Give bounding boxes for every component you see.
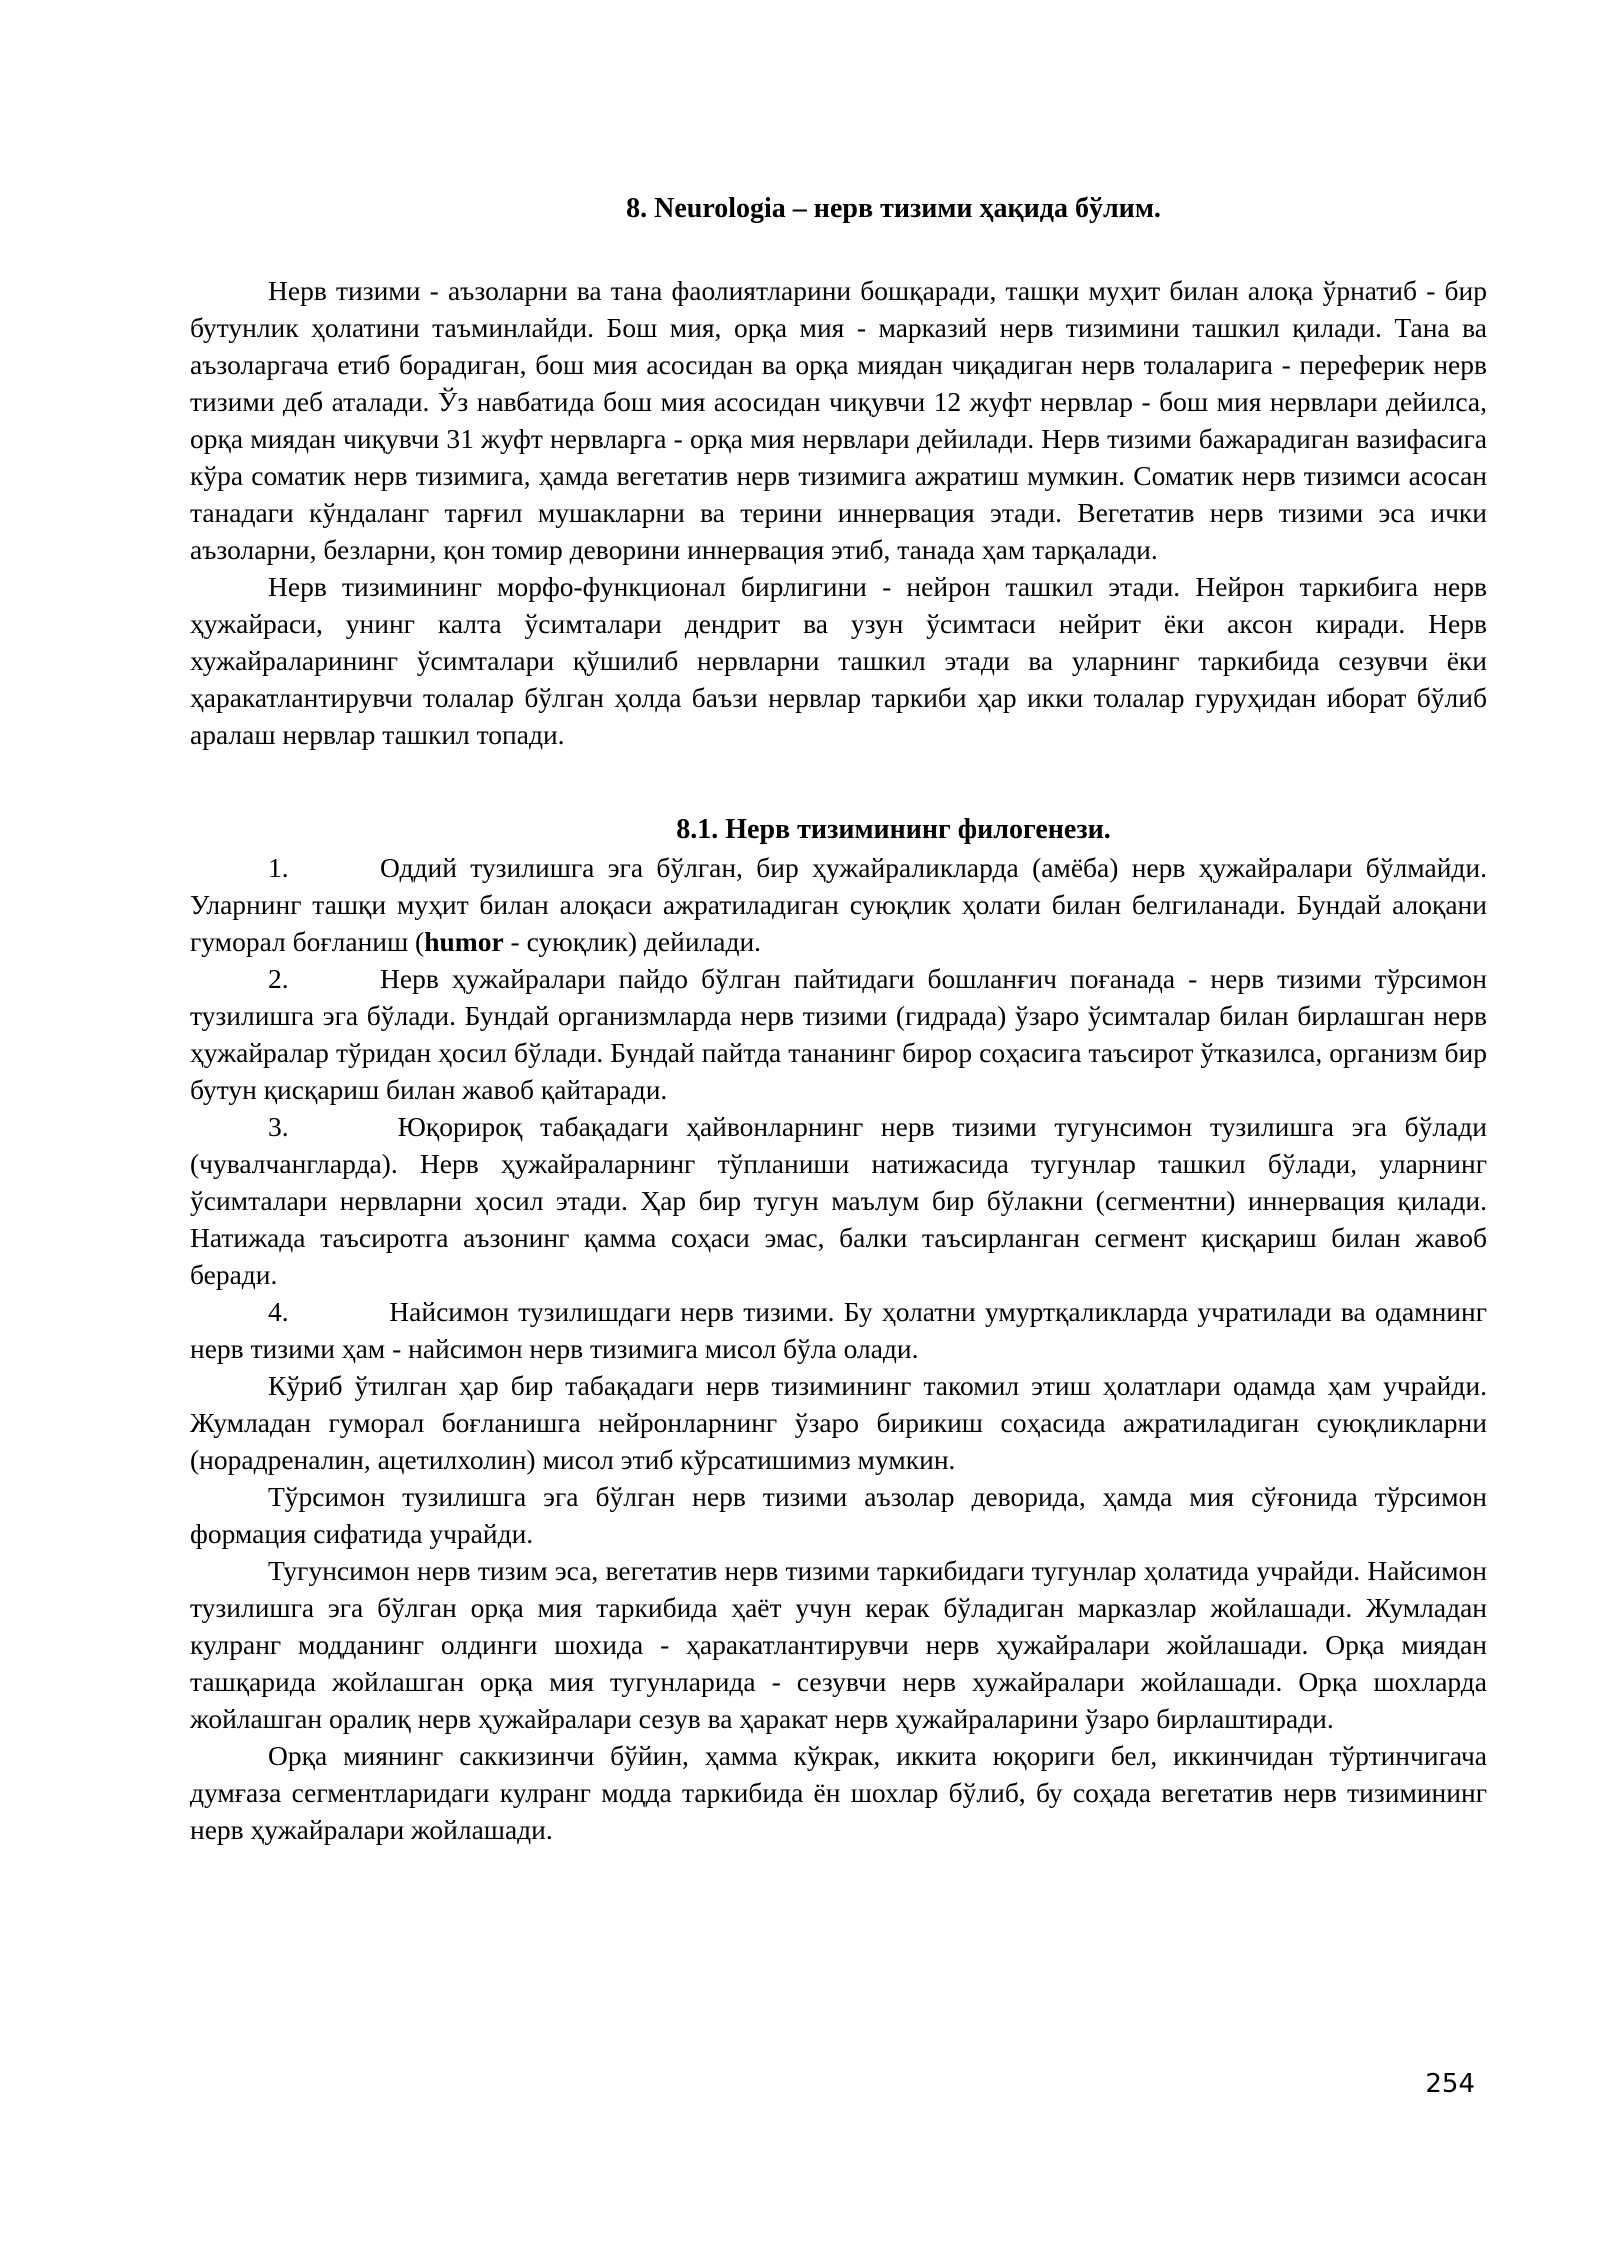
item-number: 1. [268,852,289,883]
item-number: 3. [268,1111,289,1142]
closing-paragraph-4: Орқа миянинг саккизинчи бўйин, ҳамма кўкрак, иккита юқориги бел, иккинчидан тўртинчигача думғаза сегментларидаги кулранг модда таркибида ён шохлар бўлиб, бу соҳада вегетатив нерв тизимининг нерв ҳужайралари жойлашади. [190,1740,1487,1845]
paragraph-text: Оддий тузилишга эга бўлган, бир ҳужайраликларда (амёба) нерв ҳужайралари бўлмайди. Уларнинг ташқи муҳит билан алоқаси ажратиладиган суюқлик ҳолати билан белгиланади. Бундай алоқани гуморал боғланиш ( [190,852,1487,957]
page-number: 254 [1425,2069,1475,2099]
document-page [190,180,1487,1848]
numbered-paragraph-3 [190,1108,1487,1293]
intro-paragraph-1: Нерв тизими - аъзоларни ва тана фаолиятларини бошқаради, ташқи муҳит билан алоқа ўрнатиб - бир бутунлик ҳолатини таъминлайди. Бош мия, орқа мия - марказий нерв тизимини ташкил қилади. Тана ва аъзоларгача етиб борадиган, бош мия асосидан ва орқа миядан чиқадиган нерв толаларига - переферик нерв тизими деб аталади. Ўз навбатида бош мия асосидан чиқувчи 12 жуфт нервлар - бош мия нервлари дейилса, орқа миядан чиқувчи 31 жуфт нервларга - орқа мия нервлари дейилади. Нерв тизими бажарадиган вазифасига кўра соматик нерв тизимига, ҳамда вегетатив нерв тизимига ажратиш мумкин. Соматик нерв тизимси асосан танадаги кўндаланг тарғил мушакларни ва терини иннервация этади. Вегетатив нерв тизими эса ички аъзоларни, безларни, қон томир деворини иннервация этиб, танада ҳам тарқалади. [190,275,1487,565]
closing-paragraph-3: Тугунсимон нерв тизим эса, вегетатив нерв тизими таркибидаги тугунлар ҳолатида учрайди. Найсимон тузилишга эга бўлган орқа мия таркибида ҳаёт учун керак бўладиган марказлар жойлашади. Жумладан кулранг модданинг олдинги шохида - ҳаракатлантирувчи нерв ҳужайралари жойлашади. Орқа миядан ташқарида жойлашган орқа мия тугунларида - сезувчи нерв хужайралари жойлашади. Орқа шохларда жойлашган оралиқ нерв ҳужайралари сезув ва ҳаракат нерв ҳужайраларини ўзаро бирлаштиради. [190,1555,1487,1734]
section-subheading: 8.1. Нерв тизимининг филогенези. [676,814,1111,845]
paragraph-text: Нерв ҳужайралари пайдо бўлган пайтидаги бошланғич поғанада - нерв тизими тўрсимон тузилишга эга бўлади. Бундай организмларда нерв тизими (гидрада) ўзаро ўсимталар билан бирлашган нерв ҳужайралар тўридан ҳосил бўлади. Бундай пайтда тананинг бирор соҳасига таъсирот ўтказилса, организм бир бутун қисқариш билан жавоб қайтаради. [190,963,1487,1105]
paragraph-text: Найсимон тузилишдаги нерв тизими. Бу ҳолатни умуртқаликларда учратилади ва одамнинг нерв тизими ҳам - найсимон нерв тизимига мисол бўла олади. [190,1296,1487,1364]
chapter-heading: 8. Neurologia – нерв тизими ҳақида бўлим. [626,193,1161,224]
closing-paragraph-2: Тўрсимон тузилишга эга бўлган нерв тизими аъзолар деворида, ҳамда мия сўғонида тўрсимон формация сифатида учрайди. [190,1481,1487,1549]
paragraph-text: - суюқлик) дейилади. [503,926,762,957]
closing-paragraph-1: Кўриб ўтилган ҳар бир табақадаги нерв тизимининг такомил этиш ҳолатлари одамда ҳам учрайди. Жумладан гуморал боғланишга нейронларнинг ўзаро бирикиш соҳасида ажратиладиган суюқликларни (норадреналин, ацетилхолин) мисол этиб кўрсатишимиз мумкин. [190,1370,1487,1475]
intro-paragraph-2: Нерв тизимининг морфо-функционал бирлигини - нейрон ташкил этади. Нейрон таркибига нерв ҳужайраси, унинг калта ўсимталари дендрит ва узун ўсимтаси нейрит ёки аксон киради. Нерв хужайраларининг ўсимталари қўшилиб нервларни ташкил этади ва уларнинг таркибида сезувчи ёки ҳаракатлантирувчи толалар бўлган ҳолда баъзи нервлар таркиби ҳар икки толалар гуруҳидан иборат бўлиб аралаш нервлар ташкил топади. [190,571,1487,750]
numbered-paragraph-4 [190,1293,1487,1367]
numbered-paragraph-2 [190,960,1487,1108]
paragraph-text: Юқорироқ табақадаги ҳайвонларнинг нерв тизими тугунсимон тузилишга эга бўлади (чувалчангларда). Нерв ҳужайраларнинг тўпланиши натижасида тугунлар ташкил бўлади, уларнинг ўсимталари нервларни ҳосил этади. Ҳар бир тугун маълум бир бўлакни (сегментни) иннервация қилади. Натижада таъсиротга аъзонинг қамма соҳаси эмас, балки таъсирланган сегмент қисқариш билан жавоб беради. [190,1111,1487,1290]
item-number: 4. [268,1296,289,1327]
bold-term: humor [424,926,504,957]
numbered-paragraph-1 [190,849,1487,960]
item-number: 2. [268,963,289,994]
